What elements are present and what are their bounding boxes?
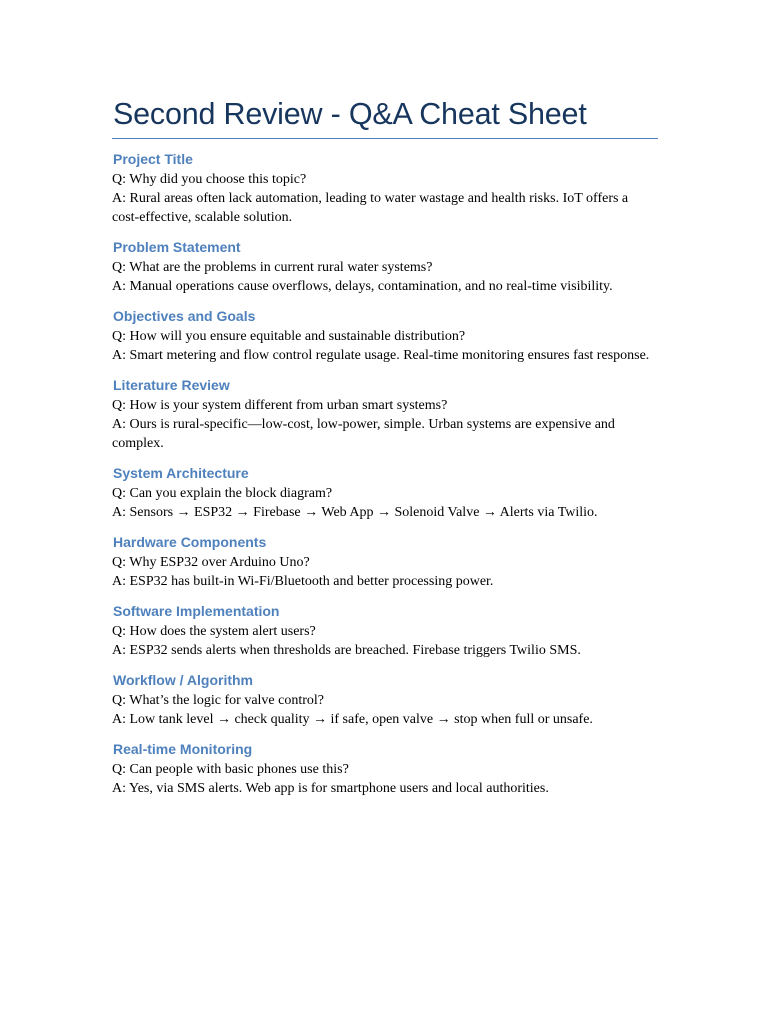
question-text: Q: How will you ensure equitable and sustainable distribution? bbox=[112, 329, 466, 344]
answer-text: A: ESP32 has built-in Wi-Fi/Bluetooth and better processing power. bbox=[112, 574, 494, 589]
section-heading: Software Implementation bbox=[113, 603, 280, 619]
section-software-implementation bbox=[112, 601, 658, 660]
answer-text: A: Sensors → ESP32 → Firebase → Web App → Solenoid Valve → Alerts via Twilio. bbox=[112, 505, 598, 520]
section-project-title bbox=[112, 149, 658, 227]
section-heading: Workflow / Algorithm bbox=[113, 672, 253, 688]
section-literature-review bbox=[112, 375, 658, 453]
question-text: Q: Can you explain the block diagram? bbox=[112, 486, 333, 501]
answer-text: A: Manual operations cause overflows, delays, contamination, and no real-time visibility. bbox=[112, 279, 613, 294]
section-objectives-and-goals bbox=[112, 306, 658, 365]
question-text: Q: How does the system alert users? bbox=[112, 624, 316, 639]
section-real-time-monitoring bbox=[112, 739, 658, 798]
answer-text: A: ESP32 sends alerts when thresholds are breached. Firebase triggers Twilio SMS. bbox=[112, 643, 581, 658]
answer-text: A: Low tank level → check quality → if safe, open valve → stop when full or unsafe. bbox=[112, 712, 593, 727]
document-title: Second Review - Q&A Cheat Sheet bbox=[113, 97, 587, 131]
section-workflow-algorithm bbox=[112, 670, 658, 729]
answer-text: A: Smart metering and flow control regulate usage. Real-time monitoring ensures fast response. bbox=[112, 348, 650, 363]
answer-text: A: Ours is rural-specific—low-cost, low-power, simple. Urban systems are expensive and complex. bbox=[112, 417, 615, 451]
section-heading: System Architecture bbox=[113, 465, 249, 481]
question-text: Q: Why did you choose this topic? bbox=[112, 172, 307, 187]
section-hardware-components bbox=[112, 532, 658, 591]
answer-text: A: Yes, via SMS alerts. Web app is for smartphone users and local authorities. bbox=[112, 781, 549, 796]
section-system-architecture bbox=[112, 463, 658, 522]
section-heading: Objectives and Goals bbox=[113, 308, 256, 324]
section-heading: Project Title bbox=[113, 151, 193, 167]
question-text: Q: What’s the logic for valve control? bbox=[112, 693, 325, 708]
section-heading: Real-time Monitoring bbox=[113, 741, 253, 757]
question-text: Q: What are the problems in current rural water systems? bbox=[112, 260, 433, 275]
section-heading: Problem Statement bbox=[113, 239, 241, 255]
question-text: Q: Why ESP32 over Arduino Uno? bbox=[112, 555, 310, 570]
answer-text: A: Rural areas often lack automation, leading to water wastage and health risks. IoT offers a cost-effective, scalable solution. bbox=[112, 191, 629, 225]
section-heading: Hardware Components bbox=[113, 534, 267, 550]
document-page bbox=[112, 94, 658, 808]
title-divider bbox=[112, 138, 658, 139]
question-text: Q: Can people with basic phones use this? bbox=[112, 762, 349, 777]
question-text: Q: How is your system different from urban smart systems? bbox=[112, 398, 448, 413]
section-problem-statement bbox=[112, 237, 658, 296]
section-heading: Literature Review bbox=[113, 377, 230, 393]
